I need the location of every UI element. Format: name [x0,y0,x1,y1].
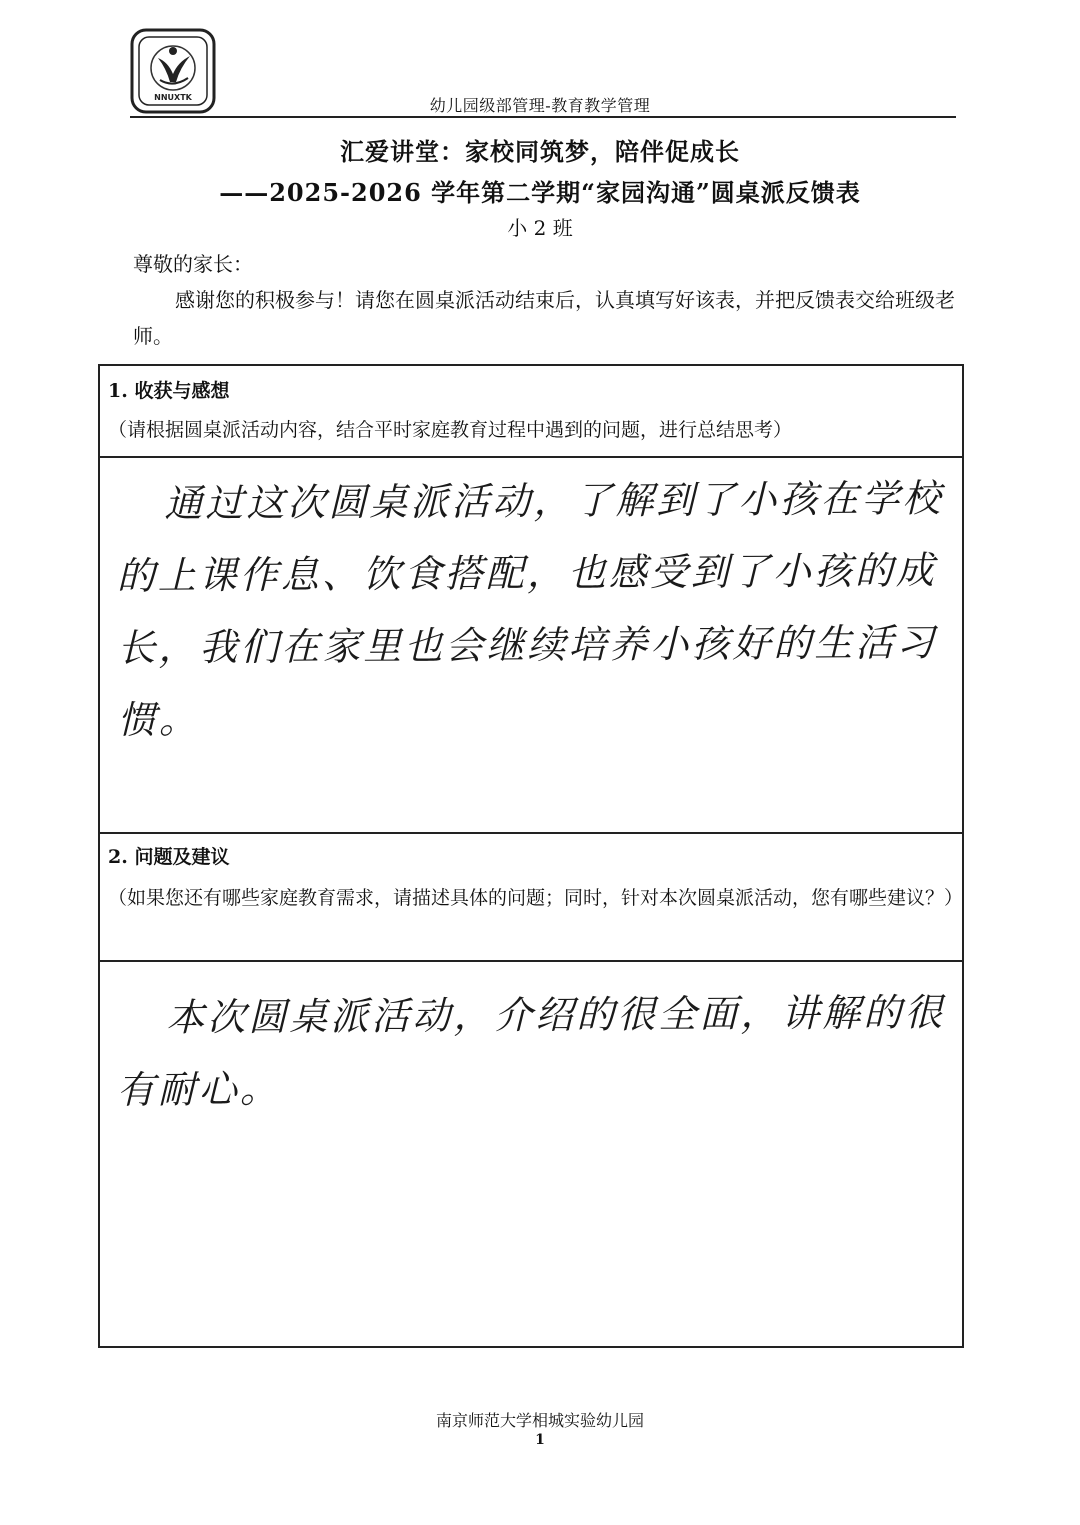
section-2-title: 2. 问题及建议 [108,846,230,868]
section-1-answer-box[interactable] [100,458,962,834]
department-header: 幼儿园级部管理-教育教学管理 [429,96,651,115]
greeting: 尊敬的家长： [133,252,253,276]
page-number: 1 [535,1432,545,1448]
section-2-hint: （如果您还有哪些家庭教育需求，请描述具体的问题；同时，针对本次圆桌派活动，您有哪些建议？） [108,887,964,909]
footer-school-name: 南京师范大学相城实验幼儿园 [435,1411,644,1430]
section-1-hint: （请根据圆桌派活动内容，结合平时家庭教育过程中遇到的问题，进行总结思考） [108,419,793,441]
section-2-handwritten-answer: 本次圆桌派活动，介绍的很全面，讲解的很有耐心。 [116,990,946,1112]
school-logo [130,28,216,114]
header-divider [130,116,956,118]
class-name: 小 2 班 [507,216,573,240]
intro-paragraph: 感谢您的积极参与！请您在圆桌派活动结束后，认真填写好该表，并把反馈表交给班级老师。 [133,288,955,348]
section-1-title: 1. 收获与感想 [108,380,230,402]
svg-text:NNUXTK: NNUXTK [154,93,192,102]
section-2-answer-box[interactable] [100,962,962,1348]
page-title: 汇爱讲堂：家校同筑梦，陪伴促成长 [340,137,740,166]
feedback-table [98,364,964,1348]
section-1-header [100,366,962,458]
page-subtitle: ——2025-2026 学年第二学期“家园沟通”圆桌派反馈表 [219,178,861,207]
section-2-header [100,834,962,962]
section-1-handwritten-answer: 通过这次圆桌派活动，了解到了小孩在学校的上课作息、饮食搭配，也感受到了小孩的成长，我们在家里也会继续培养小孩好的生活习惯。 [116,476,944,742]
